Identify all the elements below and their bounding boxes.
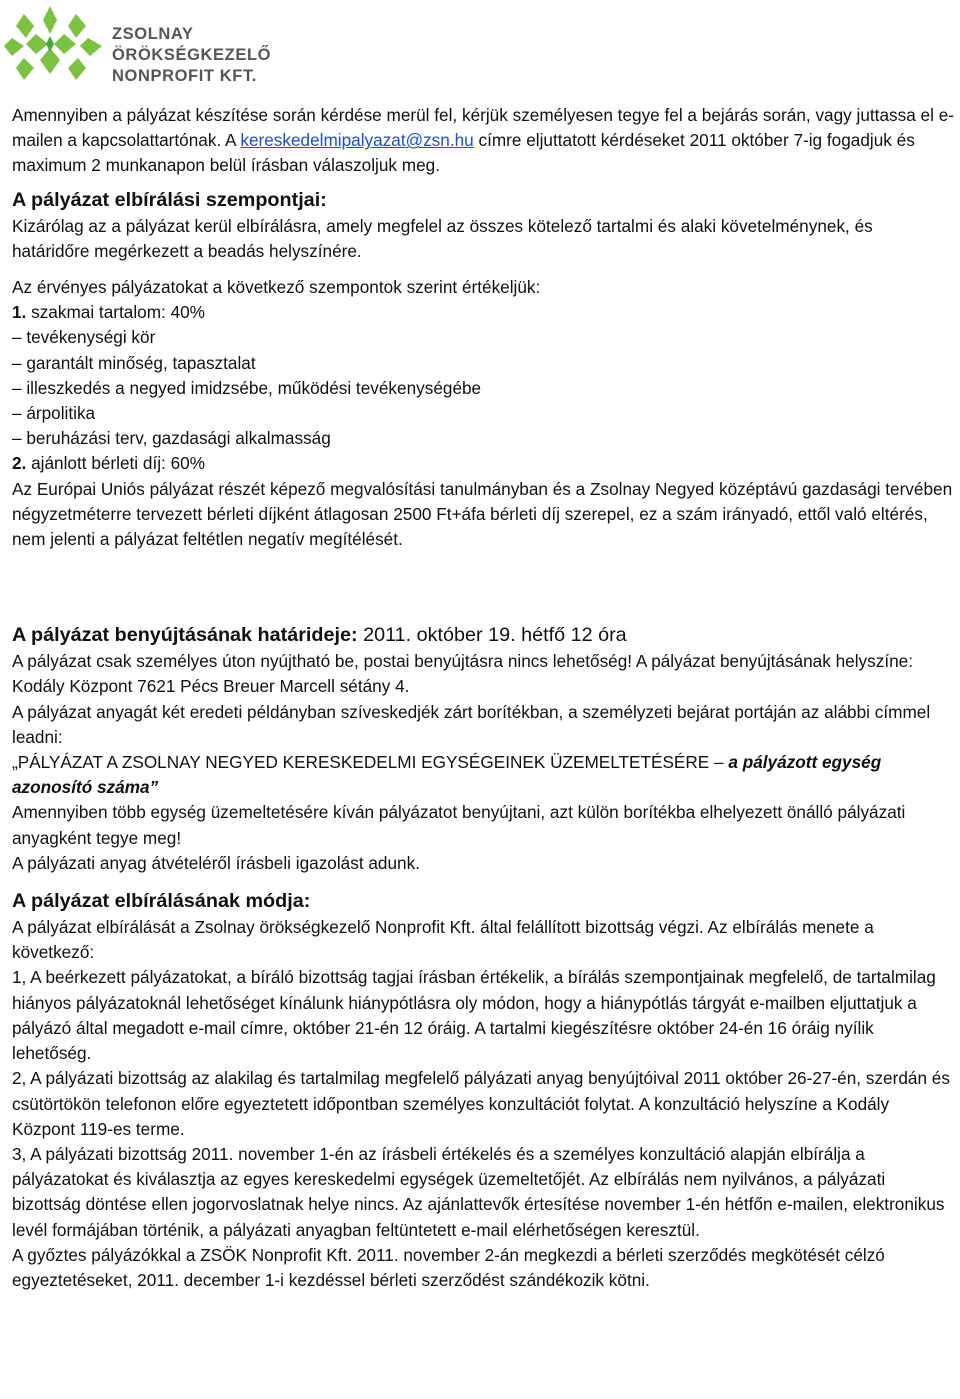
evaluation-step-4: A győztes pályázókkal a ZSÖK Nonprofit Kft. 2011. november 2-án megkezdi a bérleti szerződés megkötését célzó egyeztetéseket, 2011. december 1-i kezdéssel bérleti szerződést szándékozik kötni. bbox=[12, 1244, 885, 1290]
criteria-item-1-number: 1. bbox=[12, 302, 27, 323]
criteria-item-2-text: ajánlott bérleti díj: 60% bbox=[26, 453, 206, 474]
criteria-subitem: – beruházási terv, gazdasági alkalmasság bbox=[12, 428, 331, 449]
evaluation-step-1: 1, A beérkezett pályázatokat, a bíráló bizottság tagjai írásban értékelik, a bírálás szempontjainak megfelelő, de tartalmilag hiányos pályázatoknál lehetőséget kínálunk hiánypótlásra oly módon, hogy a hiánypótlás tárgyát e-mailben eljuttatjuk a pályázó által megadott e-mail címre, október 21-én 12 óráig. A tartalmi kiegészítésre október 24-én 16 óráig nyílik lehetőség. bbox=[12, 967, 936, 1064]
intro-paragraph bbox=[12, 103, 954, 179]
criteria-subitem: – árpolitika bbox=[12, 403, 96, 424]
deadline-line-1: A pályázat csak személyes úton nyújtható be, postai benyújtásra nincs lehetőség! A pályázat benyújtásának helyszíne: bbox=[12, 651, 913, 672]
criteria-subitem: – illeszkedés a negyed imidzsébe, működési tevékenységébe bbox=[12, 377, 482, 398]
envelope-title-italic: a pályázott egység azonosító száma” bbox=[12, 752, 882, 798]
deadline-line-5: A pályázati anyag átvételéről írásbeli igazolást adunk. bbox=[12, 852, 420, 873]
criteria-subitem: – garantált minőség, tapasztalat bbox=[12, 352, 256, 373]
evaluation-step-3: 3, A pályázati bizottság 2011. november 1-én az írásbeli értékelés és a személyes konzultáció alapján elbírálja a pályázatokat és kiválasztja az egyes kereskedelmi egységek üzemeltetőjét. Az elbírálás nem nyilvános, a pályázati bizottság döntése ellen jogorvoslatnak helye nincs. Az ajánlattevők értesítése november 1-én hétfőn e-mailen, elektronikus levél formájában történik, a pályázati anyagban feltüntetett e-mail elérhetőségen keresztül. bbox=[12, 1143, 945, 1240]
evaluation-line-1: A pályázat elbírálását a Zsolnay örökségkezelő Nonprofit Kft. által felállított bizottság végzi. Az elbírálás menete a következő: bbox=[12, 917, 874, 963]
deadline-value: 2011. október 19. hétfő 12 óra bbox=[357, 624, 627, 647]
criteria-heading: A pályázat elbírálási szempontjai: bbox=[12, 188, 327, 211]
deadline-heading-label: A pályázat benyújtásának határideje: bbox=[12, 624, 358, 647]
logo-wordmark bbox=[112, 24, 271, 87]
logo-line-2: ÖRÖKSÉGKEZELŐ bbox=[112, 46, 272, 64]
evaluation-heading: A pályázat elbírálásának módja: bbox=[12, 890, 311, 913]
criteria-paragraph-3: Az Európai Uniós pályázat részét képező megvalósítási tanulmányban és a Zsolnay Negyed középtávú gazdasági tervében négyzetméterre tervezett bérleti díjként átlagosan 2500 Ft+áfa bérleti díj szerepel, ez a szám irányadó, ettől való eltérés, nem jelenti a pályázat feltétlen negatív megítélését. bbox=[12, 478, 953, 550]
document-body bbox=[12, 103, 954, 1293]
deadline-heading bbox=[12, 622, 954, 649]
envelope-title bbox=[12, 750, 954, 800]
logo-line-3: NONPROFIT KFT. bbox=[112, 67, 257, 85]
deadline-line-4: Amennyiben több egység üzemeltetésére kíván pályázatot benyújtani, azt külön borítékba elhelyezett önálló pályázati anyagként tegye meg! bbox=[12, 802, 906, 848]
criteria-paragraph-1: Kizárólag az a pályázat kerül elbírálásra, amely megfelel az összes kötelező tartalmi és alaki követelménynek, és határidőre megérkezett a beadás helyszínére. bbox=[12, 215, 873, 261]
criteria-subitem: – tevékenységi kör bbox=[12, 327, 156, 348]
zsolnay-star-logo-icon bbox=[4, 4, 108, 84]
deadline-address: Kodály Központ 7621 Pécs Breuer Marcell sétány 4. bbox=[12, 676, 410, 697]
evaluation-step-2: 2, A pályázati bizottság az alakilag és tartalmilag megfelelő pályázati anyag benyújtóival 2011 október 26-27-én, szerdán és csütörtökön telefonon előre egyeztetett időpontban személyes konzultációt folytat. A konzultáció helyszíne a Kodály Központ 119-es terme. bbox=[12, 1068, 950, 1139]
deadline-line-3: A pályázat anyagát két eredeti példányban szíveskedjék zárt borítékban, a személyzeti bejárat portáján az alábbi címmel leadni: bbox=[12, 701, 931, 747]
intro-text-b: címre eljuttatott kérdéseket 2011 október 7-ig fogadjuk és maximum 2 munkanapon belül írásban válaszoljuk meg. bbox=[12, 130, 915, 176]
criteria-item-2 bbox=[12, 451, 954, 476]
criteria-paragraph-2: Az érvényes pályázatokat a következő szempontok szerint értékeljük: bbox=[12, 277, 541, 298]
logo-line-1: ZSOLNAY bbox=[112, 25, 194, 43]
intro-text-a: Amennyiben a pályázat készítése során kérdése merül fel, kérjük személyesen tegye fel a bejárás során, vagy juttassa el e-mailen a kapcsolattartónak. A bbox=[12, 105, 954, 151]
criteria-item-1-text: szakmai tartalom: 40% bbox=[26, 302, 205, 323]
criteria-item-2-number: 2. bbox=[12, 453, 27, 474]
envelope-title-caps: „PÁLYÁZAT A ZSOLNAY NEGYED KERESKEDELMI EGYSÉGEINEK ÜZEMELTETÉSÉRE – bbox=[12, 752, 729, 773]
criteria-item-1 bbox=[12, 300, 954, 325]
organization-logo bbox=[4, 4, 272, 85]
contact-email-link[interactable]: kereskedelmipalyazat@zsn.hu bbox=[240, 130, 474, 151]
